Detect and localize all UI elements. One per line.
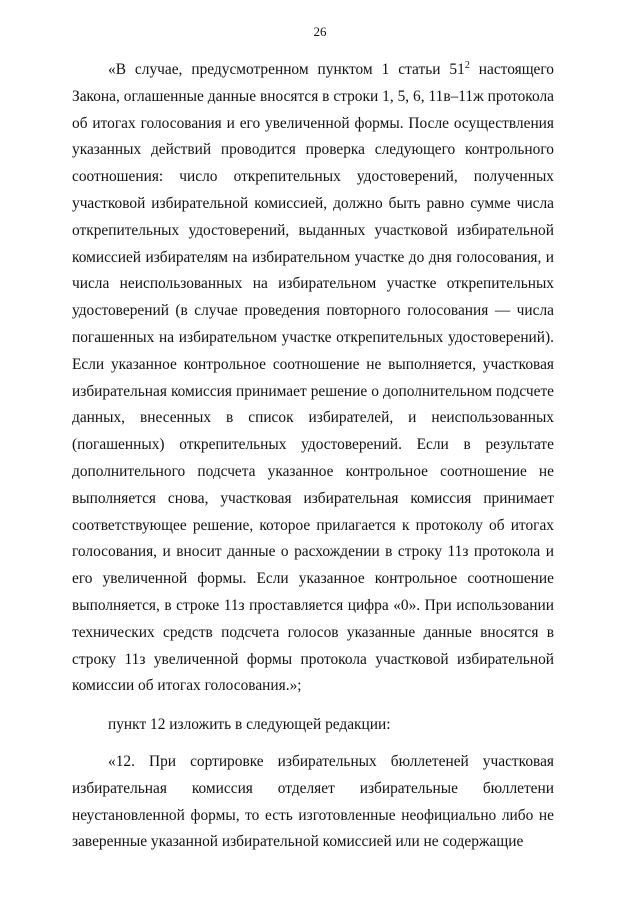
paragraph-amendment-quote-start: «В случае, предусмотренном пунктом 1 статьи 51	[108, 61, 465, 78]
document-body	[72, 57, 554, 868]
page-number: 26	[313, 24, 327, 39]
paragraph-item-12: «12. При сортировке избирательных бюллетеней участковая избирательная комиссия отделяет избирательные бюллетени неустановленной формы, то есть изготовленные неофициально либо не заверенные указанной избирательной комиссией или не содержащие	[72, 752, 554, 851]
paragraph-instruction: пункт 12 изложить в следующей редакции:	[108, 716, 391, 734]
article-superscript: 2	[464, 60, 470, 71]
paragraph-amendment-quote	[72, 57, 554, 700]
paragraph-amendment-quote-rest: настоящего Закона, оглашенные данные вносятся в строки 1, 5, 6, 11в–11ж протокола об итогах голосования и его увеличенной формы. После осуществления указанных действий проводится проверка следующего контрольного соотношения: число открепительных удостоверений, полученных участковой избирательной комиссией, должно быть равно сумме числа открепительных удостоверений, выданных участковой избирательной комиссией избирателям на избирательном участке до дня голосования, и числа неиспользованных на избирательном участке открепительных удостоверений (в случае проведения повторного голосования — числа погашенных на избирательном участке открепительных удостоверений). Если указанное контрольное соотношение не выполняется, участковая избирательная комиссия принимает решение о дополнительном подсчете данных, внесенных в список избирателей, и неиспользованных (погашенных) открепительных удостоверений. Если в результате дополнительного подсчета указанное контрольное соотношение не выполняется снова, участковая избирательная комиссия принимает соответствующее решение, которое прилагается к протоколу об итогах голосования, и вносит данные о расхождении в строку 11з протокола и его увеличенной формы. Если указанное контрольное соотношение выполняется, в строке 11з проставляется цифра «0». При использовании технических средств подсчета голосов указанные данные вносятся в строку 11з увеличенной формы протокола участковой избирательной комиссии об итогах голосования.»;	[72, 61, 554, 695]
